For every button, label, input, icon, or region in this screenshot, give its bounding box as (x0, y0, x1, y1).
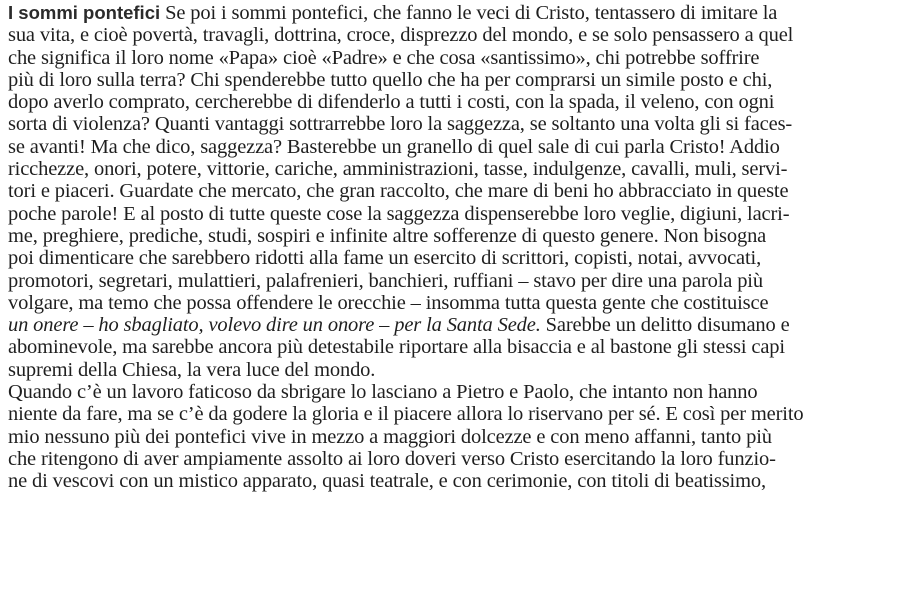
text-line: mio nessuno più dei pontefici vive in mezzo a maggiori dolcezze e con meno affanni, tanto più (8, 425, 772, 448)
text-line: volgare, ma temo che possa offendere le orecchie – insomma tutta questa gente che costituisce (8, 291, 769, 314)
section-heading: I sommi pontefici (8, 2, 161, 23)
text-line: sorta di violenza? Quanti vantaggi sottrarrebbe loro la saggezza, se soltanto una volta gli si faces- (8, 113, 793, 136)
text-line: che ritengono di aver ampiamente assolto ai loro doveri verso Cristo esercitando la loro funzio- (8, 447, 776, 470)
text-line: sua vita, e cioè povertà, travagli, dottrina, croce, disprezzo del mondo, e se solo pensassero a quel (8, 24, 794, 47)
text-line (8, 2, 898, 24)
line-text: Se poi i sommi pontefici, che fanno le veci di Cristo, tentassero di imitare la (165, 2, 778, 24)
text-line: Quando c’è un lavoro faticoso da sbrigare lo lasciano a Pietro e Paolo, che intanto non hanno (8, 381, 758, 404)
document-page (8, 2, 898, 605)
text-line: ne di vescovi con un mistico apparato, quasi teatrale, e con cerimonie, con titoli di beatissimo, (8, 470, 766, 493)
text-line: ricchezze, onori, potere, vittorie, cariche, amministrazioni, tasse, indulgenze, cavalli, muli, servi- (8, 158, 788, 181)
text-line (8, 314, 898, 336)
text-line: se avanti! Ma che dico, saggezza? Basterebbe un granello di quel sale di cui parla Cristo! Addio (8, 135, 780, 158)
italic-phrase: un onere – ho sbagliato, volevo dire un onore – per la Santa Sede. (8, 314, 541, 337)
text-line: supremi della Chiesa, la vera luce del mondo. (8, 358, 376, 381)
text-line: poi dimenticare che sarebbero ridotti alla fame un esercito di scrittori, copisti, notai, avvocati, (8, 247, 762, 270)
text-line: promotori, segretari, mulattieri, palafrenieri, banchieri, ruffiani – stavo per dire una parola più (8, 269, 763, 292)
text-line: poche parole! E al posto di tutte queste cose la saggezza dispenserebbe loro veglie, digiuni, lacri- (8, 202, 790, 225)
paragraph-1 (8, 2, 898, 381)
line-text: Sarebbe un delitto disumano e (540, 314, 790, 337)
text-line: niente da fare, ma se c’è da godere la gloria e il piacere allora lo riservano per sé. E così per merito (8, 403, 804, 426)
text-line: che significa il loro nome «Papa» cioè «Padre» e che cosa «santissimo», chi potrebbe soffrire (8, 46, 760, 69)
text-line: più di loro sulla terra? Chi spenderebbe tutto quello che ha per comprarsi un simile posto e chi, (8, 68, 773, 91)
text-line: dopo averlo comprato, cercherebbe di difenderlo a tutti i costi, con la spada, il veleno, con ogni (8, 91, 775, 114)
paragraph-2 (8, 381, 898, 492)
text-line: abominevole, ma sarebbe ancora più detestabile riportare alla bisaccia e al bastone gli stessi capi (8, 336, 785, 359)
text-line: me, preghiere, prediche, studi, sospiri e infinite altre sofferenze di questo genere. Non bisogna (8, 224, 767, 247)
text-line: tori e piaceri. Guardate che mercato, che gran raccolto, che mare di beni ho abbracciato in queste (8, 180, 789, 203)
